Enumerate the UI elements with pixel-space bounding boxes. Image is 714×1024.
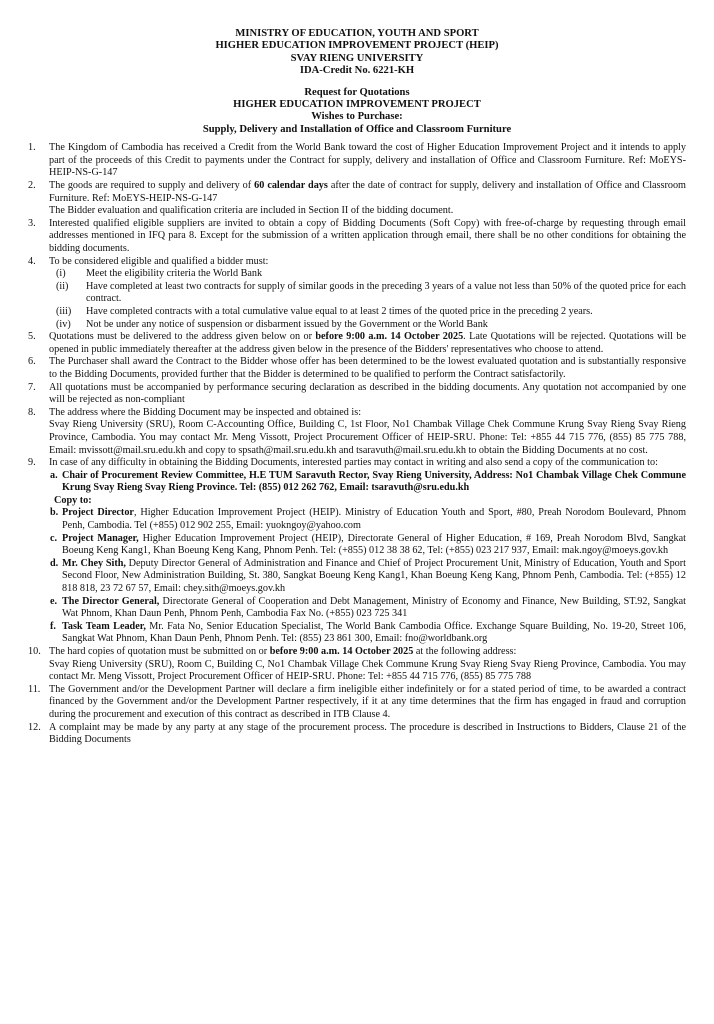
- clause-3: [28, 218, 686, 256]
- sub-item-ii: [28, 281, 686, 306]
- contact-text: Chair of Procurement Review Committee, H.E TUM Saravuth Rector, Svay Rieng University, Address: No1 Chambak Village Chek Commune Krung Svay Rieng Svay Rieng Province. Tel: (855) 012 262 762, Email: tsaravuth@sru.edu.kh: [62, 469, 686, 494]
- clause-12: [28, 722, 686, 747]
- clause-6: [28, 356, 686, 381]
- wishes-to-purchase: Wishes to Purchase:: [311, 111, 403, 123]
- contact-title: Mr. Chey Sith,: [62, 557, 126, 569]
- contact-letter: c.: [50, 532, 58, 544]
- document-header: [28, 28, 686, 136]
- clause-number: 11.: [28, 683, 41, 695]
- clause-7: [28, 382, 686, 407]
- contact-title: The Director General,: [62, 595, 160, 607]
- contact-a: [28, 470, 686, 495]
- clause-text: The Purchaser shall award the Contract to the Bidder whose offer has been determined to be the lowest evaluated quotation and is substantially responsive to the Bidding Documents, provided further that the Bidder is determined to be qualified to perform the Contract satisfactorily.: [49, 356, 686, 380]
- clause-11: [28, 684, 686, 722]
- roman-numeral: (ii): [56, 280, 69, 292]
- sub-item-text: Not be under any notice of suspension or disbarment issued by the Government or the World Bank: [86, 318, 488, 330]
- clause-text: Quotations must be delivered to the address given below on or: [49, 331, 316, 343]
- clause-text: Svay Rieng University (SRU), Room C-Accounting Office, Building C, 1st Floor, No1 Chambak Village Chek Commune Krung Svay Rieng Svay Rieng Province, Cambodia. You may contact Mr. Meng Vissott, Project Procurement Officer of HEIP-SRU. Phone: Tel: +855 44 715 776, (855) 85 775 788, Email: mvissott@mail.sru.edu.kh and copy to spsath@mail.sru.edu.kh and tsaravuth@mail.sru.edu.kh to obtain the Bidding Documents at no cost.: [49, 419, 686, 456]
- clause-number: 7.: [28, 381, 36, 393]
- contact-text: Deputy Director General of Administration and Finance and Chief of Project Procurement Unit, Ministry of Education, Youth and Sport Second Floor, New Administration Building, St. 380, Sangkat Boeung Keng Kang1, Khan Boeung Keng Kang, Phnom Penh, Cambodia. Tel: (+855) 12 818 818, 23 72 67 57, Email: chey.sith@moeys.gov.kh: [62, 557, 686, 595]
- clause-text: In case of any difficulty in obtaining the Bidding Documents, interested parties may contact in writing and also send a copy of the communication to:: [49, 457, 658, 469]
- university-title: SVAY RIENG UNIVERSITY: [290, 52, 424, 64]
- clause-number: 10.: [28, 646, 41, 657]
- clause-text: The Government and/or the Development Partner will declare a firm ineligible either indefinitely or for a stated period of time, to be awarded a contract financed by the Government and/or the Development Partner respectively, if it at any time determines that the firm has engaged in fraud and corruption during the procurement and execution of this contract as described in ITB Clause 4.: [49, 683, 686, 720]
- contact-text: Mr. Fata No, Senior Education Specialist, The World Bank Cambodia Office. Exchange Square Building, No. 19-20, Street 106, Sangkat Wat Phnom, Khan Daun Penh, Phnom Penh. Tel: (855) 23 861 300, Email: fno@worldbank.org: [62, 620, 687, 645]
- delivery-period: 60 calendar days: [254, 180, 328, 192]
- roman-numeral: (iv): [56, 318, 71, 330]
- contact-letter: d.: [50, 557, 59, 569]
- contact-text: Directorate General of Cooperation and Debt Management, Ministry of Economy and Finance, New Building, ST.92, Sangkat Wat Phnom, Khan Daun Penh, Phnom Penh, Cambodia Fax No. (+855) 023 725 341: [62, 595, 686, 620]
- contact-title: Task Team Leader,: [62, 620, 146, 632]
- clause-text: Interested qualified eligible suppliers are invited to obtain a copy of Bidding Documents (Soft Copy) with free-of-charge by requesting through email addresses mentioned in IFQ para 8. Except for the submission of a written application through email, there shall be no other conditions for obtaining the bidding documents.: [49, 217, 686, 254]
- clause-1: [28, 142, 686, 180]
- clause-number: 9.: [28, 457, 36, 469]
- clause-text: All quotations must be accompanied by performance securing declaration as described in the bidding documents. Any quotation not accompanied by one will be rejected as non-compliant: [49, 381, 686, 406]
- clause-text: The Kingdom of Cambodia has received a Credit from the World Bank toward the cost of Higher Education Improvement Project and it intends to apply part of the proceeds of this Credit to payments under the Contract for supply, delivery and installation of Office and Classroom Furniture. Ref: MoEYS-HEIP-NS-G-147: [49, 142, 686, 179]
- clause-text: A complaint may be made by any party at any stage of the procurement process. The procedure is described in Instructions to Bidders, Clause 21 of the Bidding Documents: [49, 721, 686, 746]
- contact-f: [28, 621, 686, 646]
- clause-text: The address where the Bidding Document may be inspected and obtained is:: [49, 406, 362, 418]
- clause-8: [28, 407, 686, 457]
- contact-letter: a.: [50, 469, 58, 481]
- clause-text: The hard copies of quotation must be submitted on or: [49, 646, 270, 657]
- deadline: before 9:00 a.m. 14 October 2025: [269, 646, 414, 657]
- clause-text: . Late Quotations will be rejected. Quotations will be opened in public immediately thereafter at the address given below in the presence of the Bidders' representatives who choose to attend.: [49, 331, 686, 355]
- sub-item-text: Meet the eligibility criteria the World Bank: [86, 268, 263, 280]
- contact-letter: f.: [50, 620, 56, 632]
- sub-item-text: Have completed at least two contracts for supply of similar goods in the preceding 3 years of a value not less than 50% of the quoted price for each contract.: [86, 280, 686, 305]
- clause-5: [28, 331, 686, 356]
- contact-e: [28, 596, 686, 621]
- purchase-subject: Supply, Delivery and Installation of Office and Classroom Furniture: [202, 123, 512, 135]
- deadline: before 9:00 a.m. 14 October 2025: [315, 331, 464, 343]
- clause-text: The goods are required to supply and delivery of: [49, 180, 255, 192]
- contact-text: , Higher Education Improvement Project (HEIP). Ministry of Education Youth and Sport, #80, Preah Norodom Boulevard, Phnom Penh, Cambodia. Tel (+855) 012 902 255, Email: yuokngoy@yahoo.com: [62, 507, 686, 532]
- clause-4: [28, 256, 686, 269]
- clause-number: 6.: [28, 356, 36, 368]
- rfq-project: HIGHER EDUCATION IMPROVEMENT PROJECT: [233, 99, 481, 111]
- sub-item-text: Have completed contracts with a total cumulative value equal to at least 2 times of the quoted price in the preceding 2 years.: [86, 305, 593, 317]
- copy-to-label: Copy to:: [54, 494, 92, 506]
- contact-d: [28, 558, 686, 596]
- sub-item-iv: [28, 319, 686, 332]
- clause-number: 12.: [28, 721, 41, 733]
- clause-text: at the following address:: [413, 646, 517, 657]
- clause-10: [28, 646, 686, 684]
- contact-title: Project Manager,: [62, 532, 139, 544]
- project-title: HIGHER EDUCATION IMPROVEMENT PROJECT (HEIP): [215, 40, 499, 52]
- clause-text: To be considered eligible and qualified a bidder must:: [49, 255, 269, 267]
- roman-numeral: (i): [56, 268, 66, 280]
- clause-2: [28, 180, 686, 218]
- clause-number: 5.: [28, 331, 36, 343]
- sub-item-iii: [28, 306, 686, 319]
- contact-letter: e.: [50, 595, 58, 607]
- contact-c: [28, 533, 686, 558]
- clause-text: The Bidder evaluation and qualification criteria are included in Section II of the bidding document.: [49, 205, 454, 217]
- clause-text: after the date of contract for supply, delivery and installation of Office and Classroom Furniture. Ref: MoEYS-HEIP-NS-G-147: [49, 180, 686, 204]
- contact-text: Higher Education Improvement Project (HEIP), Directorate General of Higher Education, # 169, Preah Norodom Blvd, Sangkat Boeung Keng Kang1, Khan Boeung Keng Kang, Phnom Penh. Tel: (+855) 012 38 38 62, Tel: (+855) 023 217 937, Email: mak.ngoy@moeys.gov.kh: [62, 532, 686, 557]
- clause-9: [28, 457, 686, 470]
- ministry-title: MINISTRY OF EDUCATION, YOUTH AND SPORT: [235, 28, 479, 39]
- contact-letter: b.: [50, 507, 59, 519]
- clause-list: [28, 142, 686, 747]
- clause-number: 8.: [28, 406, 36, 418]
- clause-text: Svay Rieng University (SRU), Room C, Building C, No1 Chambak Village Chek Commune Krung Svay Rieng Svay Rieng Province, Cambodia. You may contact Mr. Meng Vissott, Project Procurement Officer of HEIP-SRU. Phone: Tel: +855 44 715 776, (855) 85 775 788: [49, 658, 686, 683]
- clause-number: 3.: [28, 217, 36, 229]
- sub-item-i: [28, 268, 686, 281]
- clause-number: 4.: [28, 255, 36, 267]
- contact-b: [28, 507, 686, 532]
- clause-number: 1.: [28, 142, 36, 154]
- clause-number: 2.: [28, 180, 36, 192]
- roman-numeral: (iii): [56, 305, 72, 317]
- rfq-title: Request for Quotations: [304, 86, 410, 98]
- contact-title: Project Director: [62, 507, 134, 519]
- credit-number: IDA-Credit No. 6221-KH: [299, 65, 415, 77]
